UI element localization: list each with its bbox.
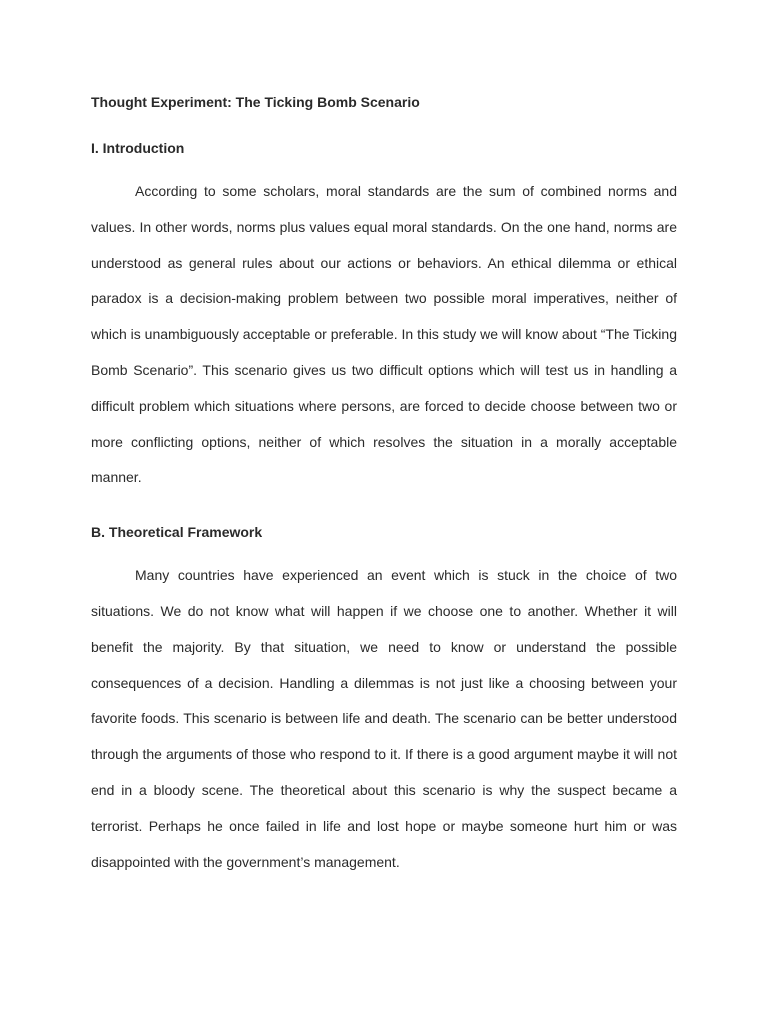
section-heading-theoretical-framework: B. Theoretical Framework xyxy=(91,524,263,541)
theoretical-framework-paragraph: Many countries have experienced an event which is stuck in the choice of two situations. We do not know what will happen if we choose one to another. Whether it will benefit the majority. By that situation, we need to know or understand the possible consequences of a decision. Handling a dilemmas is not just like a choosing between your favorite foods. This scenario is between life and death. The scenario can be better understood through the arguments of those who respond to it. If there is a good argument maybe it will not end in a bloody scene. The theoretical about this scenario is why the suspect became a terrorist. Perhaps he once failed in life and lost hope or maybe someone hurt him or was disappointed with the government’s management. xyxy=(91,567,677,870)
section-heading-introduction: I. Introduction xyxy=(91,140,185,156)
introduction-paragraph: According to some scholars, moral standards are the sum of combined norms and values. In other words, norms plus values equal moral standards. On the one hand, norms are understood as general rules about our actions or behaviors. An ethical dilemma or ethical paradox is a decision-making problem between two possible moral imperatives, neither of which is unambiguously acceptable or preferable. In this study we will know about “The Ticking Bomb Scenario”. This scenario gives us two difficult options which will test us in handling a difficult problem which situations where persons, are forced to decide choose between two or more conflicting options, neither of which resolves the situation in a morally acceptable manner. xyxy=(91,183,677,486)
document-title: Thought Experiment: The Ticking Bomb Scenario xyxy=(91,94,420,110)
document-body xyxy=(91,92,677,880)
